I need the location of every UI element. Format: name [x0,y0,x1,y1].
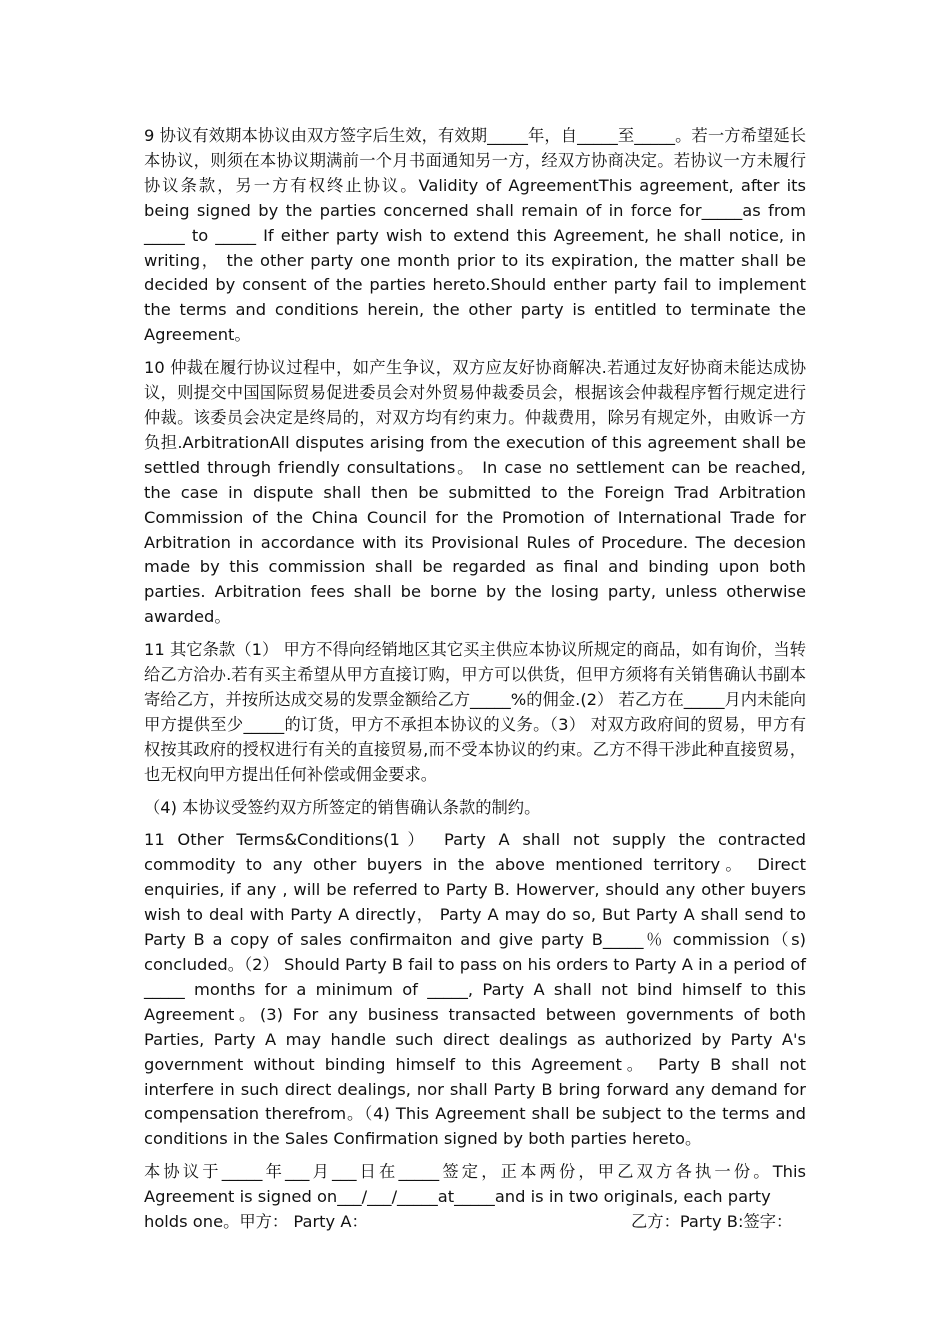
clause-other-terms-en: 11 Other Terms&Conditions(1） Party A shall not supply the contracted commodity to any other buyers in the above mentioned territory。 Direct enquiries, if any , will be referred to Party B. Howerver, should any other buyers wish to deal with Party A directly， Party A may do so, But Party A shall send to Party B a copy of sales confirmaiton and give party B_____％ commission（s) concluded。（2） Should Party B fail to pass on his orders to Party A in a period of _____ months for a minimum of _____, Party A shall not bind himself to this Agreement。(3) For any business transacted between governments of both Parties, Party A may handle such direct dealings as authorized by Party A's government without binding himself to this Agreement。 Party B shall not interfere in such direct dealings, nor shall Party B bring forward any demand for compensation therefrom。（4) This Agreement shall be subject to the terms and conditions in the Sales Confirmation signed by both parties hereto。 [144,830,806,1149]
party-a-signature-label: holds one。甲方： Party A： [144,1212,368,1232]
clause-signing: 本协议于_____年___月___日在_____签定，正本两份，甲乙双方各执一份。This Agreement is signed on___/___/_____at_____and is in two originals, each party [144,1162,806,1207]
signature-row [144,1210,806,1235]
clause-other-terms-cn-4: （4) 本协议受签约双方所签定的销售确认条款的制约。 [144,797,541,817]
clause-arbitration: 10 仲裁在履行协议过程中，如产生争议，双方应友好协商解决.若通过友好协商未能达成协议，则提交中国国际贸易促进委员会对外贸易仲裁委员会，根据该会仲裁程序暂行规定进行仲裁。该委员会决定是终局的，对双方均有约束力。仲裁费用，除另有规定外，由败诉一方负担.ArbitrationAll disputes arising from the execution of this agreement shall be settled through friendly consultations。 In case no settlement can be reached, the case in dispute shall then be submitted to the Foreign Trad Arbitration Commission of the China Council for the Promotion of International Trade for Arbitration in accordance with its Provisional Rules of Procedure. The decesion made by this commission shall be regarded as final and binding upon both parties. Arbitration fees shall be borne by the losing party, unless otherwise awarded。 [144,358,806,627]
clause-validity: 9 协议有效期本协议由双方签字后生效，有效期_____年，自_____至_____。若一方希望延长本协议，则须在本协议期满前一个月书面通知另一方，经双方协商决定。若协议一方未履行协议条款，另一方有权终止协议。Validity of AgreementThis agreement, after its being signed by the parties concerned shall remain of in force for_____as from _____ to _____ If either party wish to extend this Agreement, he shall notice, in writing， the other party one month prior to its expiration, the matter shall be decided by consent of the parties hereto.Should enther party fail to implement the terms and conditions herein, the other party is entitled to terminate the Agreement。 [144,126,806,345]
document-page [144,124,806,1235]
clause-other-terms-cn: 11 其它条款（1） 甲方不得向经销地区其它买主供应本协议所规定的商品，如有询价，当转给乙方洽办.若有买主希望从甲方直接订购，甲方可以供货，但甲方须将有关销售确认书副本寄给乙方，并按所达成交易的发票金额给乙方_____%的佣金.(2） 若乙方在_____月内未能向甲方提供至少_____的订货，甲方不承担本协议的义务。（3） 对双方政府间的贸易，甲方有权按其政府的授权进行有关的直接贸易,而不受本协议的约束。乙方不得干涉此种直接贸易，也无权向甲方提出任何补偿或佣金要求。 [144,640,806,784]
party-b-signature-label: 乙方：Party B:签字： [631,1212,793,1232]
